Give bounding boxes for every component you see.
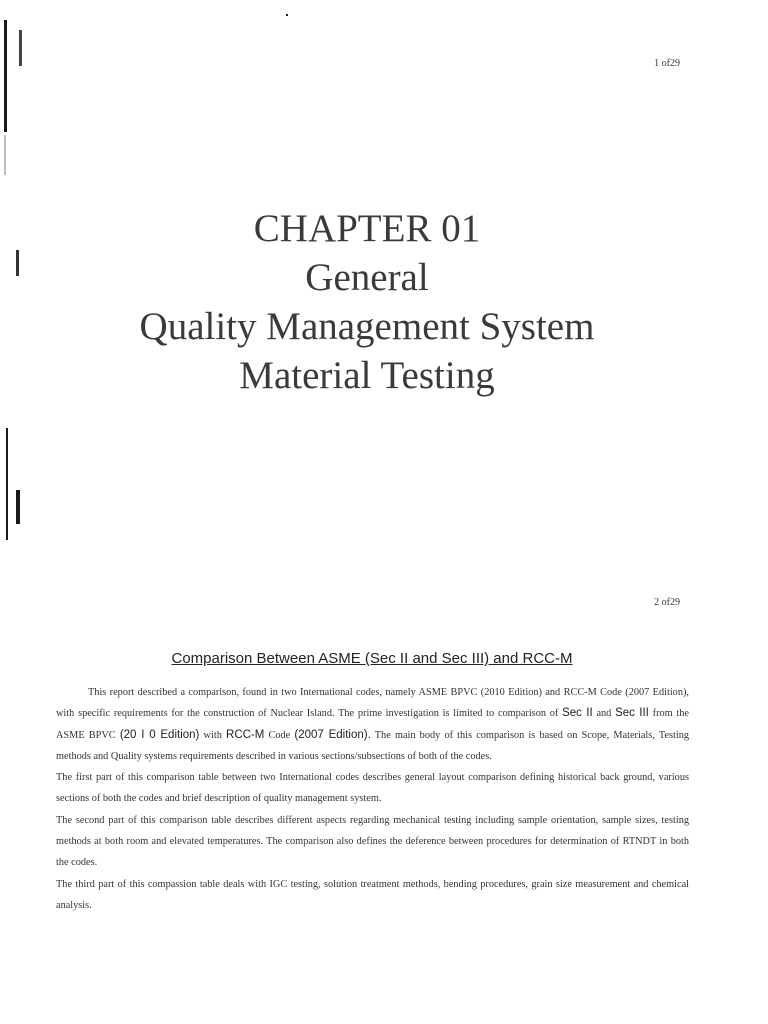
chapter-heading [0,204,734,400]
text-run: from the ASME BPVC [56,708,689,741]
chapter-line: Quality Management System [139,305,595,348]
section-title: Comparison Between ASME (Sec II and Sec III) and RCC-M [171,650,573,667]
chapter-line: Material Testing [239,354,495,397]
scan-dot [286,14,288,16]
report-body [56,682,689,916]
chapter-line: General [305,256,429,299]
text-run: with [199,729,227,741]
paragraph-part-three: The third part of this compassion table deals with IGC testing, solution treatment methods, bending procedures, grain size measurement and chemical analysis. [56,878,689,911]
paragraph-part-two: The second part of this comparison table describes different aspects regarding mechanical testing including sample orientation, sample sizes, testing methods at both room and elevated temperatures. The comparison also defines the deference between procedures for determination of RTNDT in both the codes. [56,814,689,869]
text-run: This report described a comparison, found in two International codes, namely ASME BPVC (2010 Edition) and RCC-M Code (2007 Edition), with specific requirements for the construction of Nuclear Island. The prime investigation is limited to comparison of [56,687,689,720]
page-number-1: 1 of29 [654,58,680,69]
emphasis-sec-ii: Sec II [562,707,593,720]
scan-mark-small [19,30,22,66]
text-run: The main body of this comparison is based on Scope, Materials, Testing methods and Quality systems requirements described in various sections/subsections of both of the codes. [56,729,689,762]
emphasis-sec-iii: Sec III [615,707,649,720]
text-run: Code [264,729,295,741]
scan-mark-top [4,20,7,132]
paragraph-part-one: The first part of this comparison table between two International codes describes general layout comparison defining historical back ground, various sections of both the codes and brief description of quality management system. [56,772,689,805]
scan-mark-mid [6,428,8,540]
chapter-line: CHAPTER 01 [253,207,481,250]
page-number-2: 2 of29 [654,597,680,608]
text-run: and [592,708,616,720]
emphasis-rccm: RCC-M [226,728,265,741]
emphasis-edition-rccm: (2007 Edition). [294,728,371,741]
scan-mark-top-faint [4,135,6,175]
emphasis-edition-asme: (20 I 0 Edition) [119,728,200,741]
scan-mark-bar [16,490,20,524]
paragraph-intro [56,682,689,767]
